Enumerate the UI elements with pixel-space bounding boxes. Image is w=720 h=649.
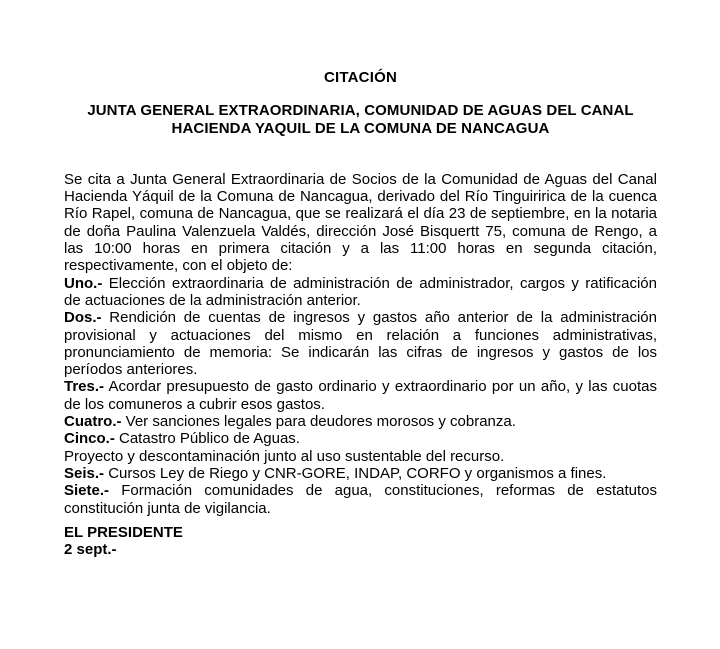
subtitle-line-1: JUNTA GENERAL EXTRAORDINARIA, COMUNIDAD DE AGUAS DEL CANAL bbox=[87, 102, 634, 120]
paragraph-lead: Cuatro.- bbox=[64, 413, 122, 431]
subtitle-line-2: HACIENDA YAQUIL DE LA COMUNA DE NANCAGUA bbox=[171, 119, 550, 137]
document-body bbox=[64, 171, 657, 517]
agenda-item-seis bbox=[64, 465, 657, 482]
paragraph-lead: Cinco.- bbox=[64, 430, 115, 448]
signature-title: EL PRESIDENTE bbox=[64, 523, 183, 541]
paragraph-lead: Uno.- bbox=[64, 274, 103, 292]
paragraph-text: Se cita a Junta General Extraordinaria de Socios de la Comunidad de Aguas del Canal Hacienda Yáquil de la Comuna de Nancagua, derivado del Río Tinguiririca de la cuenca Río Rapel, comuna de Nancagua, que se realizará el día 23 de septiembre, en la notaria de doña Paulina Valenzuela Valdés, dirección José Bisquertt 75, comuna de Rengo, a las 10:00 horas en primera citación y a las 11:00 horas en segunda citación, respectivamente, con el objeto de: bbox=[64, 170, 657, 275]
agenda-item-cinco bbox=[64, 430, 657, 447]
paragraph-text: Ver sanciones legales para deudores morosos y cobranza. bbox=[121, 413, 516, 431]
signature-date: 2 sept.- bbox=[64, 541, 117, 559]
paragraph-text: Rendición de cuentas de ingresos y gastos año anterior de la administración provisional y actuaciones del mismo en relación a funciones administrativas, pronunciamiento de memoria: Se indicarán las cifras de ingresos y gastos de los períodos anteriores. bbox=[64, 309, 657, 379]
paragraph-text: Formación comunidades de agua, constituciones, reformas de estatutos constitución junta de vigilancia. bbox=[64, 482, 657, 517]
document-title: CITACIÓN bbox=[324, 69, 397, 86]
agenda-item-uno bbox=[64, 275, 657, 310]
paragraph-lead: Siete.- bbox=[64, 482, 110, 500]
signature-block bbox=[64, 524, 657, 559]
agenda-item-dos bbox=[64, 309, 657, 378]
document-content bbox=[64, 0, 657, 558]
paragraph-text: Elección extraordinaria de administración de administrador, cargos y ratificación de actuaciones de la administración anterior. bbox=[64, 274, 657, 309]
paragraph-lead: Tres.- bbox=[64, 378, 105, 396]
paragraph-text: Catastro Público de Aguas. bbox=[114, 430, 300, 448]
paragraph-lead: Seis.- bbox=[64, 464, 105, 482]
document-subtitle bbox=[64, 102, 657, 137]
agenda-item-tres bbox=[64, 378, 657, 413]
paragraph-proyecto bbox=[64, 448, 657, 465]
paragraph-text: Acordar presupuesto de gasto ordinario y extraordinario por un año, y las cuotas de los comuneros a cubrir esos gastos. bbox=[64, 378, 657, 413]
paragraph-text: Cursos Ley de Riego y CNR-GORE, INDAP, CORFO y organismos a fines. bbox=[104, 464, 607, 482]
agenda-item-siete bbox=[64, 482, 657, 517]
paragraph-text: Proyecto y descontaminación junto al uso sustentable del recurso. bbox=[64, 447, 505, 465]
agenda-item-cuatro bbox=[64, 413, 657, 430]
paragraph-lead: Dos.- bbox=[64, 309, 102, 327]
paragraph-intro bbox=[64, 171, 657, 275]
